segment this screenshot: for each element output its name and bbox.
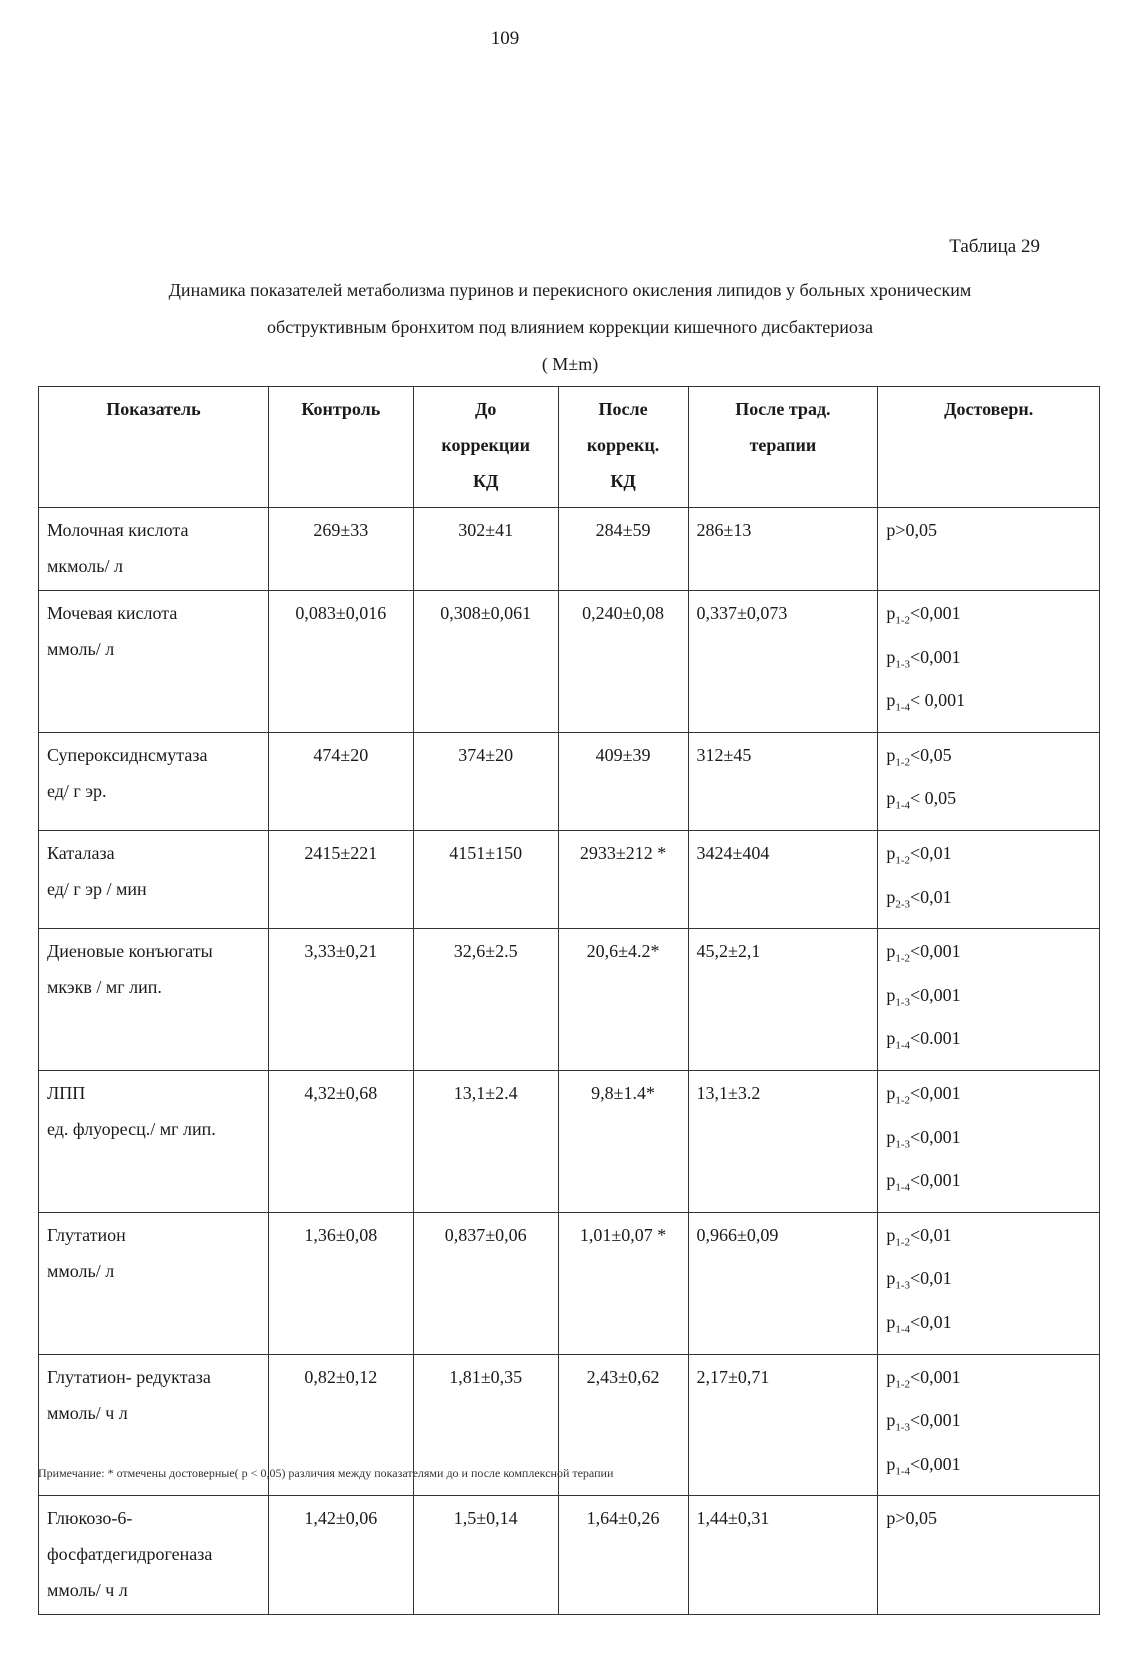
value-cell-c3: 284±59 [558,508,688,591]
value-cell-c3: 1,64±0,26 [558,1496,688,1615]
table-row [39,1070,1100,1212]
p-threshold: <0,001 [909,941,961,962]
value-cell-c2: 0,837±0,06 [413,1212,558,1354]
indicator-label-line: ед. флуоресц./ мг лип. [47,1118,216,1139]
significance-cell [878,732,1100,830]
value-cell-c3: 409±39 [558,732,688,830]
header-line: После трад. [735,399,831,419]
header-after-traditional [688,387,878,508]
significance-cell [878,1070,1100,1212]
value-cell-c4: 13,1±3.2 [688,1070,878,1212]
p-value [886,1217,1091,1261]
significance-cell [878,508,1100,591]
indicator-label-line: ед/ г эр. [47,780,107,801]
p-threshold: <0,001 [909,1082,961,1103]
p-symbol: p [886,1224,896,1245]
p-value [886,1162,1091,1206]
indicator-label-line: Глутатион- редуктаза [47,1366,211,1387]
indicator-cell [39,1496,269,1615]
indicator-label-line: ммоль/ ч л [47,1580,128,1601]
p-threshold: <0,01 [909,842,952,863]
p-value: p>0,05 [886,520,937,540]
indicator-label-line: ЛПП [47,1082,86,1103]
value-cell-c3: 20,6±4.2* [558,929,688,1071]
p-symbol: p [886,788,896,809]
header-line: коррекц. [586,435,660,455]
p-value [886,1304,1091,1348]
header-line: КД [610,471,636,491]
p-value [886,1260,1091,1304]
table-row [39,1212,1100,1354]
indicator-cell [39,732,269,830]
p-symbol: p [886,941,896,962]
value-cell-c1: 4,32±0,68 [268,1070,413,1212]
p-subscript: 1-2 [895,854,910,867]
value-cell-c2: 374±20 [413,732,558,830]
p-threshold: <0,01 [909,1311,952,1332]
header-line: коррекции [441,435,531,455]
indicator-label-line: ммоль/ л [47,1260,115,1281]
header-before-correction [413,387,558,508]
p-symbol: p [886,1126,896,1147]
value-cell-c4: 2,17±0,71 [688,1354,878,1496]
p-subscript: 1-2 [895,952,910,965]
value-cell-c1: 1,42±0,06 [268,1496,413,1615]
header-indicator: Показатель [39,387,269,508]
table-label: Таблица 29 [949,236,1040,257]
value-cell-c4: 0,337±0,073 [688,591,878,733]
p-value [886,977,1091,1021]
caption-line: ( M±m) [541,354,599,374]
indicator-label-line: Глутатион [47,1224,126,1245]
p-symbol: p [886,886,896,907]
indicator-label-line: Диеновые конъюгаты [47,941,213,962]
value-cell-c2: 1,81±0,35 [413,1354,558,1496]
value-cell-c3: 2933±212 * [558,830,688,928]
indicator-label-line: мкэкв / мг лип. [47,977,162,998]
caption-line: обструктивным бронхитом под влиянием коррекции кишечного дисбактериоза [267,317,873,337]
p-subscript: 1-4 [895,799,910,812]
significance-cell [878,929,1100,1071]
indicator-cell [39,929,269,1071]
p-threshold: <0,01 [909,1268,952,1289]
indicator-label-line: мкмоль/ л [47,556,123,576]
header-significance: Достоверн. [878,387,1100,508]
indicator-label-line: Молочная кислота [47,520,189,540]
significance-cell [878,1496,1100,1615]
table-row [39,929,1100,1071]
p-subscript: 1-3 [895,658,910,671]
indicator-label-line: Супероксиднсмутаза [47,744,208,765]
p-symbol: p [886,1366,896,1387]
indicator-cell [39,508,269,591]
header-line: До [475,399,497,419]
value-cell-c3: 1,01±0,07 * [558,1212,688,1354]
indicator-label-line: ммоль/ ч л [47,1402,128,1423]
p-threshold: <0,01 [909,1224,952,1245]
p-subscript: 1-4 [895,1039,910,1052]
p-value [886,933,1091,977]
p-subscript: 1-2 [895,614,910,627]
p-symbol: p [886,690,896,711]
p-value [886,780,1091,824]
indicator-cell [39,1212,269,1354]
p-threshold: <0,001 [909,1453,961,1474]
p-subscript: 1-2 [895,1094,910,1107]
value-cell-c1: 2415±221 [268,830,413,928]
caption-line: Динамика показателей метаболизма пуринов и перекисного окисления липидов у больных хроническим [168,280,972,300]
p-subscript: 1-4 [895,701,910,714]
table-row [39,732,1100,830]
header-control: Контроль [268,387,413,508]
p-threshold: < 0,05 [909,788,957,809]
p-subscript: 1-2 [895,1236,910,1249]
p-subscript: 1-3 [895,996,910,1009]
p-value [886,737,1091,781]
p-symbol: p [886,1028,896,1049]
p-subscript: 1-4 [895,1181,910,1194]
significance-cell [878,1212,1100,1354]
significance-cell [878,830,1100,928]
indicator-cell [39,1070,269,1212]
p-threshold: <0.001 [909,1028,961,1049]
value-cell-c2: 13,1±2.4 [413,1070,558,1212]
indicator-label-line: фосфатдегидрогеназа [47,1544,213,1565]
indicator-label-line: Глюкозо-6- [47,1508,133,1529]
value-cell-c1: 0,82±0,12 [268,1354,413,1496]
value-cell-c1: 269±33 [268,508,413,591]
header-row [39,387,1100,508]
value-cell-c4: 3424±404 [688,830,878,928]
indicator-label-line: ед/ г эр / мин [47,878,147,899]
p-threshold: <0,001 [909,984,961,1005]
p-symbol: p [886,1268,896,1289]
p-threshold: <0,01 [909,886,952,907]
value-cell-c4: 312±45 [688,732,878,830]
value-cell-c2: 32,6±2.5 [413,929,558,1071]
p-value [886,595,1091,639]
table-row [39,830,1100,928]
value-cell-c4: 1,44±0,31 [688,1496,878,1615]
header-after-correction [558,387,688,508]
value-cell-c2: 0,308±0,061 [413,591,558,733]
indicator-label-line: Мочевая кислота [47,603,178,623]
value-cell-c1: 474±20 [268,732,413,830]
header-line: КД [472,471,499,491]
p-subscript: 2-3 [895,898,910,911]
table-row [39,1496,1100,1615]
value-cell-c1: 0,083±0,016 [268,591,413,733]
value-cell-c2: 1,5±0,14 [413,1496,558,1615]
p-symbol: p [886,1410,896,1431]
p-subscript: 1-3 [895,1279,910,1292]
p-symbol: p [886,984,896,1005]
p-threshold: <0,001 [909,646,961,667]
p-value [886,1402,1091,1446]
p-symbol: p [886,1082,896,1103]
p-subscript: 1-3 [895,1421,910,1434]
value-cell-c2: 4151±150 [413,830,558,928]
p-subscript: 1-2 [895,756,910,769]
value-cell-c1: 3,33±0,21 [268,929,413,1071]
p-threshold: < 0,001 [909,690,966,711]
indicator-cell [39,830,269,928]
header-line: После [598,399,648,419]
p-symbol: p [886,1170,896,1191]
p-threshold: <0,001 [909,1170,961,1191]
p-value [886,682,1091,726]
p-subscript: 1-3 [895,1138,910,1151]
table-row [39,508,1100,591]
p-symbol: p [886,1311,896,1332]
results-table [38,386,1100,1615]
indicator-label-line: ммоль/ л [47,639,115,659]
value-cell-c4: 0,966±0,09 [688,1212,878,1354]
p-threshold: <0,001 [909,603,961,623]
p-subscript: 1-4 [895,1465,910,1478]
p-symbol: p [886,842,896,863]
p-value [886,639,1091,683]
p-value [886,1119,1091,1163]
page-number: 109 [490,28,520,49]
header-line: терапии [749,435,817,455]
value-cell-c3: 2,43±0,62 [558,1354,688,1496]
value-cell-c3: 0,240±0,08 [558,591,688,733]
p-value [886,835,1091,879]
table-caption [60,272,1080,383]
value-cell-c1: 1,36±0,08 [268,1212,413,1354]
table-row [39,591,1100,733]
value-cell-c4: 45,2±2,1 [688,929,878,1071]
p-value [886,879,1091,923]
indicator-cell [39,591,269,733]
p-threshold: <0,001 [909,1410,961,1431]
value-cell-c4: 286±13 [688,508,878,591]
significance-cell [878,591,1100,733]
p-value [886,1020,1091,1064]
p-subscript: 1-4 [895,1323,910,1336]
p-symbol: p [886,1453,896,1474]
p-threshold: <0,001 [909,1366,961,1387]
value-cell-c2: 302±41 [413,508,558,591]
p-value [886,1359,1091,1403]
p-threshold: <0,001 [909,1126,961,1147]
p-symbol: p [886,603,896,623]
value-cell-c3: 9,8±1.4* [558,1070,688,1212]
p-subscript: 1-2 [895,1378,910,1391]
p-symbol: p [886,646,896,667]
indicator-label-line: Каталаза [47,842,115,863]
p-threshold: <0,05 [909,744,952,765]
table-note: Примечание: * отмечены достоверные( p < 0,05) различия между показателями до и после комплексной терапии [38,1466,614,1480]
p-value [886,1075,1091,1119]
p-value: p>0,05 [886,1508,937,1529]
p-symbol: p [886,744,896,765]
